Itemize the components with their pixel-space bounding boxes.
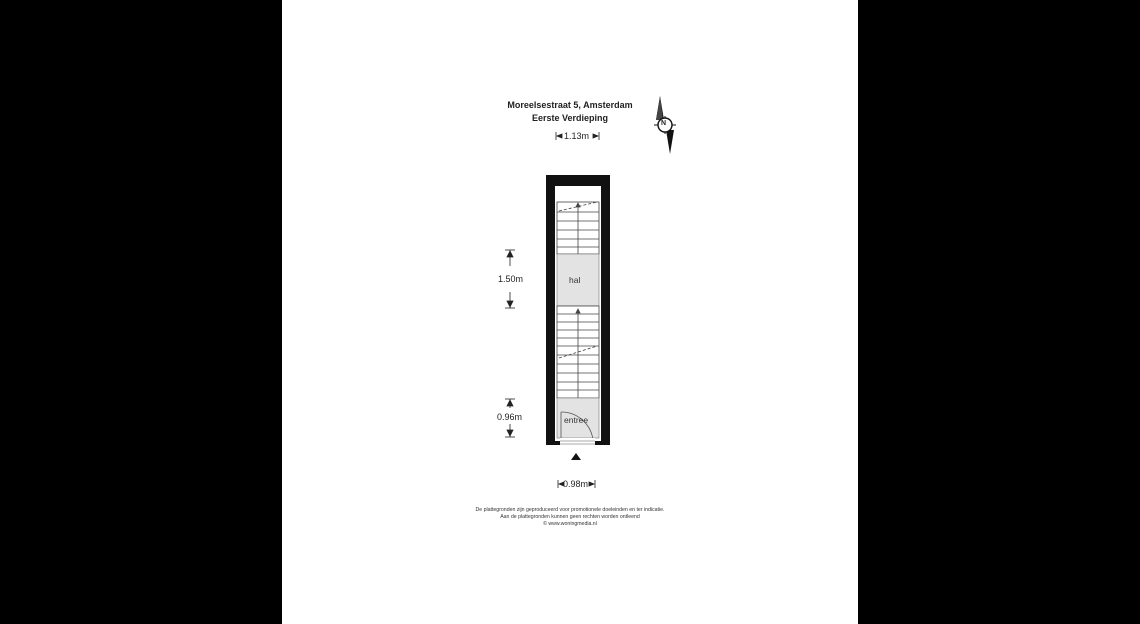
upper-staircase xyxy=(557,202,599,254)
hal-label: hal xyxy=(569,275,581,285)
floor-subtitle: Eerste Verdieping xyxy=(531,113,609,123)
footer-line-2: Aan de plattegronden kunnen geen rechten worden ontleend xyxy=(500,514,640,520)
entrance-arrow xyxy=(571,453,581,460)
entree-label: entree xyxy=(564,415,589,425)
compass-label: N xyxy=(661,120,667,127)
lower-staircase xyxy=(557,306,599,398)
floorplan-sheet xyxy=(282,0,858,624)
floorplan-drawing xyxy=(282,0,858,624)
footer-line-1: De plattegronden zijn geproduceerd voor promotionele doeleinden en ter indicatie. xyxy=(475,507,665,513)
entree-length-label: 0.96m xyxy=(497,412,523,422)
top-width-label: 1.13m xyxy=(564,131,590,141)
plan-title: Moreelsestraat 5, Amsterdam xyxy=(507,100,633,110)
bottom-width-label: 0.98m xyxy=(563,479,589,489)
footer-line-3: © www.woningmedia.nl xyxy=(543,521,597,527)
hal-length-label: 1.50m xyxy=(498,274,524,284)
